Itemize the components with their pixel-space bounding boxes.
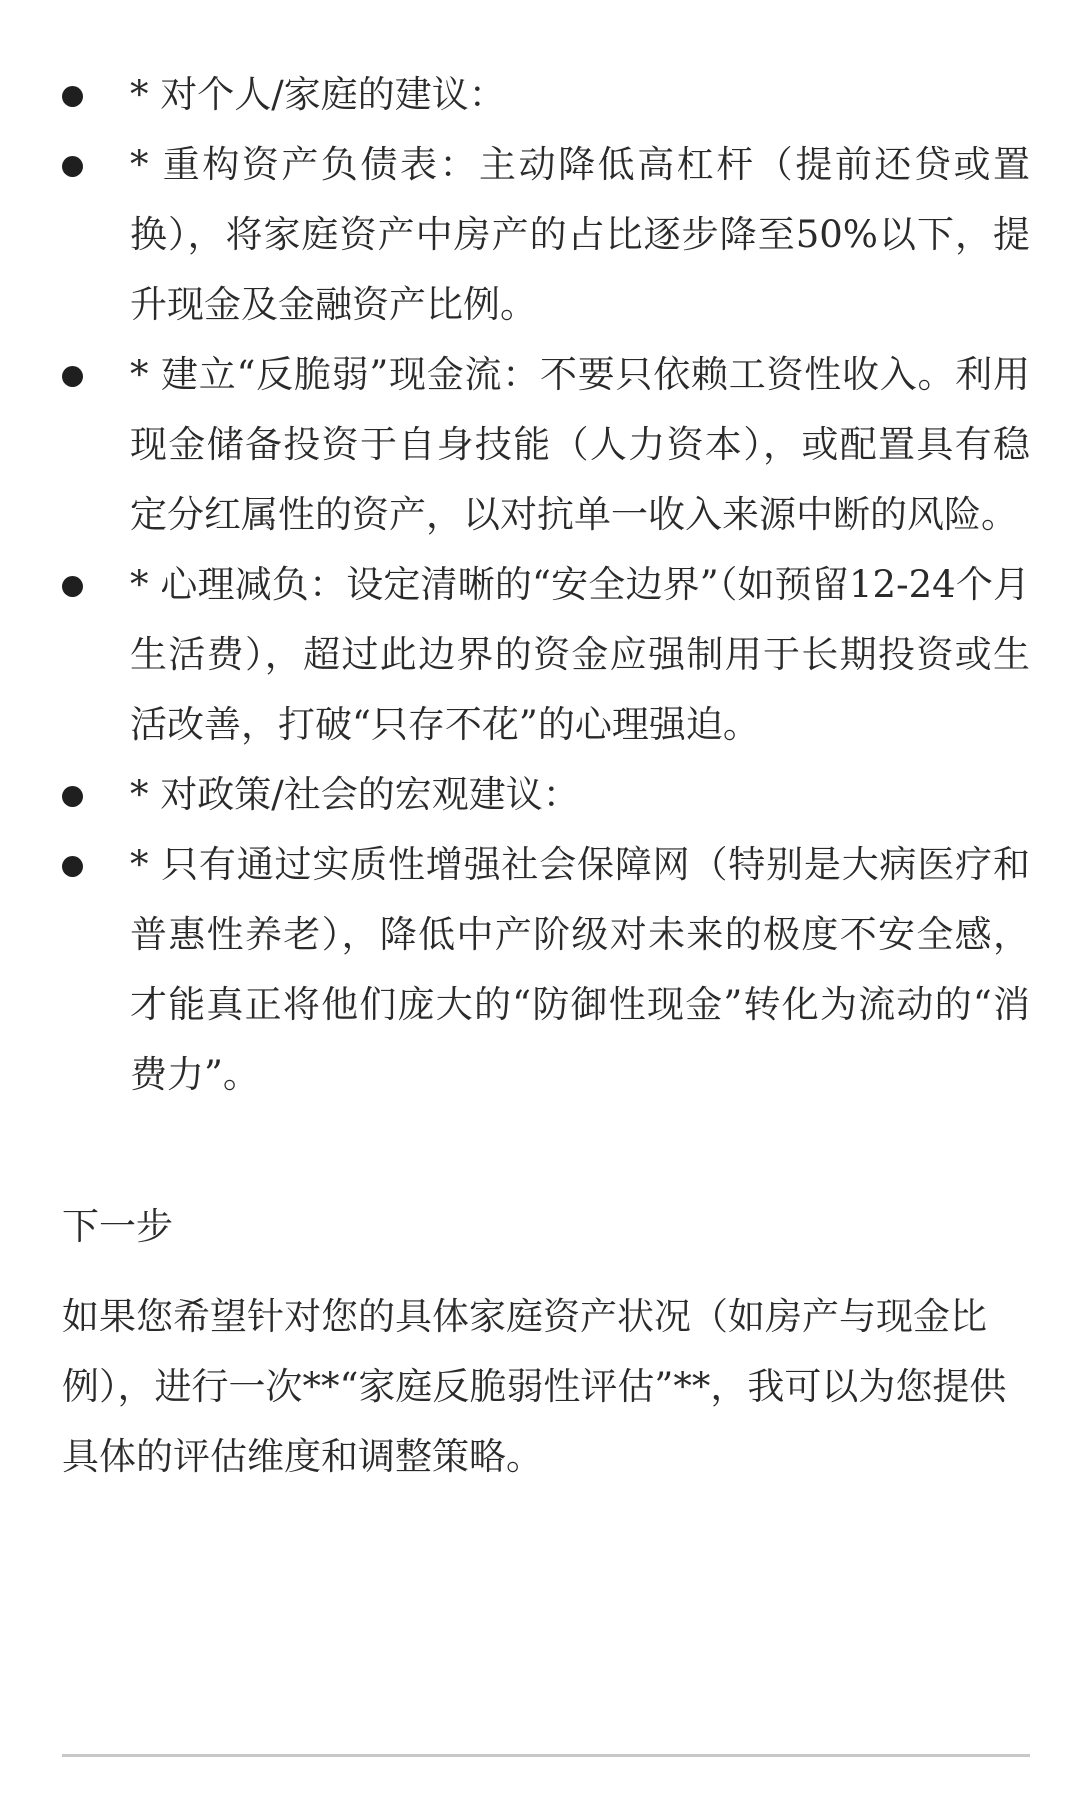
message-content — [62, 60, 1030, 1492]
advice-list — [62, 60, 1030, 1110]
list-item — [62, 60, 1030, 130]
list-item-text: * 重构资产负债表：主动降低高杠杆（提前还贷或置换），将家庭资产中房产的占比逐步降至50%以下，提升现金及金融资产比例。 — [130, 143, 1030, 326]
list-item — [62, 550, 1030, 760]
next-step-paragraph: 如果您希望针对您的具体家庭资产状况（如房产与现金比例），进行一次**“家庭反脆弱性评估”**，我可以为您提供具体的评估维度和调整策略。 — [62, 1295, 1007, 1478]
bullet-icon — [62, 786, 83, 807]
list-item — [62, 340, 1030, 550]
bullet-icon — [62, 576, 83, 597]
list-item-text: * 心理减负：设定清晰的“安全边界”（如预留12-24个月生活费），超过此边界的资金应强制用于长期投资或生活改善，打破“只存不花”的心理强迫。 — [130, 563, 1030, 746]
list-item-text: * 建立“反脆弱”现金流：不要只依赖工资性收入。利用现金储备投资于自身技能（人力资本），或配置具有稳定分红属性的资产，以对抗单一收入来源中断的风险。 — [130, 353, 1030, 536]
list-item — [62, 760, 1030, 830]
list-item-text: * 只有通过实质性增强社会保障网（特别是大病医疗和普惠性养老），降低中产阶级对未来的极度不安全感，才能真正将他们庞大的“防御性现金”转化为流动的“消费力”。 — [130, 843, 1030, 1096]
bullet-icon — [62, 86, 83, 107]
bullet-icon — [62, 156, 83, 177]
list-item-text: * 对政策/社会的宏观建议： — [130, 773, 580, 816]
list-item-text: * 对个人/家庭的建议： — [130, 73, 506, 116]
bullet-icon — [62, 856, 83, 877]
divider — [62, 1754, 1030, 1757]
list-item — [62, 830, 1030, 1110]
bullet-icon — [62, 366, 83, 387]
list-item — [62, 130, 1030, 340]
next-step-heading: 下一步 — [62, 1205, 173, 1248]
